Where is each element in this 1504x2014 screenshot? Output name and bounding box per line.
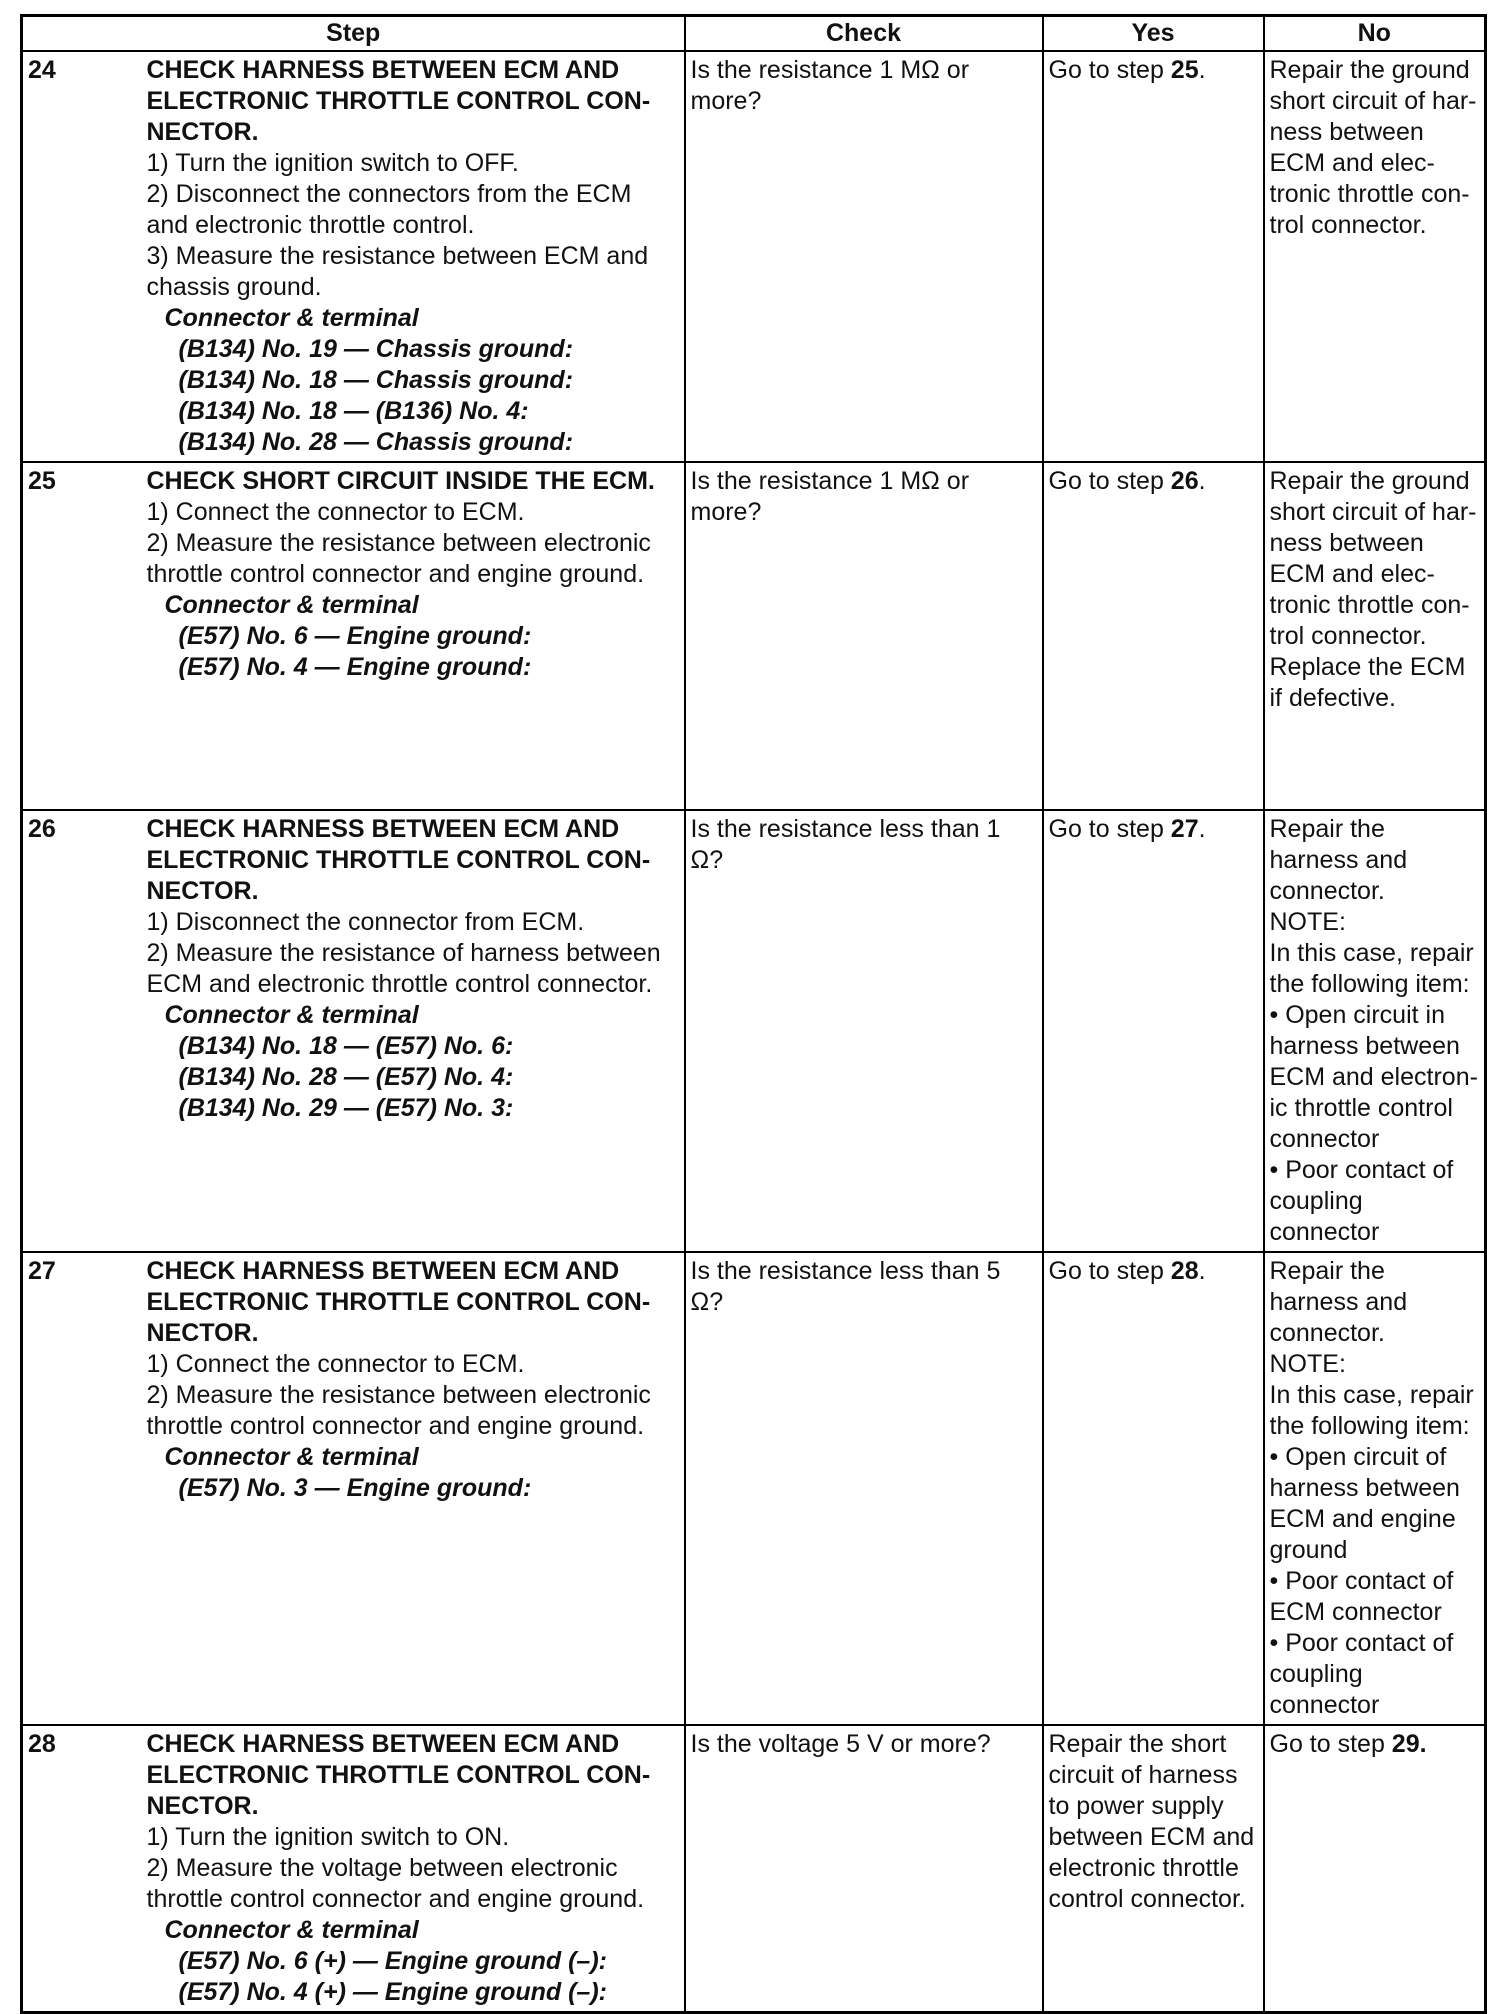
terminal-spec: (B134) No. 18 — (E57) No. 6:	[178, 1032, 514, 1060]
table-row-step-27	[22, 1252, 1486, 1725]
terminal-spec: (E57) No. 3 — Engine ground:	[178, 1474, 532, 1502]
no-prefix: Go to step	[1269, 1730, 1392, 1758]
yes-step-link: 28	[1170, 1257, 1199, 1285]
step-description	[142, 810, 685, 1252]
yes-action	[1043, 462, 1264, 810]
no-action: Repair the ground short circuit of har-ness between ECM and elec-tronic throttle con-trol connector.	[1264, 51, 1486, 462]
yes-suffix: .	[1198, 815, 1206, 843]
header-no: No	[1264, 16, 1486, 52]
step-description	[142, 462, 685, 810]
connector-label: Connector & terminal	[164, 1916, 419, 1944]
step-number: 27	[22, 1252, 142, 1725]
note-bullet: • Open circuit in harness between ECM and electron-ic throttle control connector	[1269, 1001, 1478, 1153]
step-description	[142, 51, 685, 462]
substep: 1) Disconnect the connector from ECM.	[146, 908, 585, 936]
no-suffix: .	[1419, 1730, 1427, 1758]
terminal-spec: (E57) No. 6 — Engine ground:	[178, 622, 532, 650]
no-intro: Repair the harness and connector.	[1269, 815, 1408, 905]
terminal-spec: (B134) No. 29 — (E57) No. 3:	[178, 1094, 514, 1122]
note-bullet: • Poor contact of coupling connector	[1269, 1156, 1454, 1246]
substep: 2) Measure the resistance between electronic throttle control connector and engine ground.	[146, 529, 651, 588]
yes-suffix: .	[1198, 1257, 1206, 1285]
substep: 1) Turn the ignition switch to ON.	[146, 1823, 510, 1851]
note-label: NOTE:	[1269, 1350, 1346, 1378]
substep: 1) Connect the connector to ECM.	[146, 498, 525, 526]
no-action	[1264, 1725, 1486, 2013]
step-description	[142, 1725, 685, 2013]
connector-label: Connector & terminal	[164, 1001, 419, 1029]
substep: 2) Measure the voltage between electronic throttle control connector and engine ground.	[146, 1854, 645, 1913]
diagnostic-table	[20, 14, 1487, 2014]
yes-step-link: 26	[1170, 467, 1199, 495]
no-action: Repair the ground short circuit of har-ness between ECM and elec-tronic throttle con-trol connector. Replace the ECM if defective.	[1264, 462, 1486, 810]
table-row-step-25	[22, 462, 1486, 810]
yes-prefix: Go to step	[1048, 56, 1171, 84]
connector-label: Connector & terminal	[164, 304, 419, 332]
step-title: CHECK HARNESS BETWEEN ECM AND ELECTRONIC THROTTLE CONTROL CON-NECTOR.	[146, 1730, 651, 1820]
note-text: In this case, repair the following item:	[1269, 939, 1474, 998]
terminal-spec: (B134) No. 28 — (E57) No. 4:	[178, 1063, 514, 1091]
table-row-step-26	[22, 810, 1486, 1252]
note-bullet: • Poor contact of ECM connector	[1269, 1567, 1454, 1626]
note-text: In this case, repair the following item:	[1269, 1381, 1474, 1440]
terminal-spec: (B134) No. 19 — Chassis ground:	[178, 335, 574, 363]
step-number: 24	[22, 51, 142, 462]
check-question: Is the resistance less than 1 Ω?	[685, 810, 1043, 1252]
terminal-spec: (E57) No. 6 (+) — Engine ground (–):	[178, 1947, 607, 1975]
check-question: Is the resistance 1 MΩ or more?	[685, 51, 1043, 462]
terminal-spec: (B134) No. 18 — (B136) No. 4:	[178, 397, 529, 425]
step-title: CHECK SHORT CIRCUIT INSIDE THE ECM.	[146, 467, 655, 495]
header-check: Check	[685, 16, 1043, 52]
no-step-link: 29	[1391, 1730, 1420, 1758]
no-intro: Repair the harness and connector.	[1269, 1257, 1408, 1347]
step-number: 28	[22, 1725, 142, 2013]
header-yes: Yes	[1043, 16, 1264, 52]
yes-action: Repair the short circuit of harness to power supply between ECM and electronic throttle control connector.	[1043, 1725, 1264, 2013]
yes-action	[1043, 1252, 1264, 1725]
table-header-row	[22, 16, 1486, 52]
substep: 2) Disconnect the connectors from the ECM and electronic throttle control.	[146, 180, 632, 239]
note-bullet: • Poor contact of coupling connector	[1269, 1629, 1454, 1719]
yes-action	[1043, 51, 1264, 462]
terminal-spec: (B134) No. 18 — Chassis ground:	[178, 366, 574, 394]
table-row-step-24	[22, 51, 1486, 462]
step-title: CHECK HARNESS BETWEEN ECM AND ELECTRONIC THROTTLE CONTROL CON-NECTOR.	[146, 1257, 651, 1347]
yes-suffix: .	[1198, 56, 1206, 84]
step-title: CHECK HARNESS BETWEEN ECM AND ELECTRONIC THROTTLE CONTROL CON-NECTOR.	[146, 56, 651, 146]
yes-prefix: Go to step	[1048, 1257, 1171, 1285]
step-description	[142, 1252, 685, 1725]
no-action	[1264, 1252, 1486, 1725]
step-number: 25	[22, 462, 142, 810]
substep: 1) Connect the connector to ECM.	[146, 1350, 525, 1378]
yes-prefix: Go to step	[1048, 467, 1171, 495]
note-label: NOTE:	[1269, 908, 1346, 936]
check-question: Is the resistance less than 5 Ω?	[685, 1252, 1043, 1725]
table-row-step-28	[22, 1725, 1486, 2013]
header-step: Step	[22, 16, 685, 52]
connector-label: Connector & terminal	[164, 591, 419, 619]
yes-suffix: .	[1198, 467, 1206, 495]
connector-label: Connector & terminal	[164, 1443, 419, 1471]
yes-action	[1043, 810, 1264, 1252]
substep: 1) Turn the ignition switch to OFF.	[146, 149, 519, 177]
no-action	[1264, 810, 1486, 1252]
terminal-spec: (E57) No. 4 (+) — Engine ground (–):	[178, 1978, 607, 2006]
substep: 2) Measure the resistance of harness between ECM and electronic throttle control connector.	[146, 939, 661, 998]
check-question: Is the resistance 1 MΩ or more?	[685, 462, 1043, 810]
substep: 3) Measure the resistance between ECM and chassis ground.	[146, 242, 649, 301]
diagnostic-procedure-page	[20, 14, 1484, 2014]
yes-step-link: 25	[1170, 56, 1199, 84]
step-number: 26	[22, 810, 142, 1252]
terminal-spec: (B134) No. 28 — Chassis ground:	[178, 428, 574, 456]
check-question: Is the voltage 5 V or more?	[685, 1725, 1043, 2013]
note-bullet: • Open circuit of harness between ECM and engine ground	[1269, 1443, 1460, 1564]
step-title: CHECK HARNESS BETWEEN ECM AND ELECTRONIC THROTTLE CONTROL CON-NECTOR.	[146, 815, 651, 905]
yes-prefix: Go to step	[1048, 815, 1171, 843]
terminal-spec: (E57) No. 4 — Engine ground:	[178, 653, 532, 681]
substep: 2) Measure the resistance between electronic throttle control connector and engine ground.	[146, 1381, 651, 1440]
yes-step-link: 27	[1170, 815, 1199, 843]
